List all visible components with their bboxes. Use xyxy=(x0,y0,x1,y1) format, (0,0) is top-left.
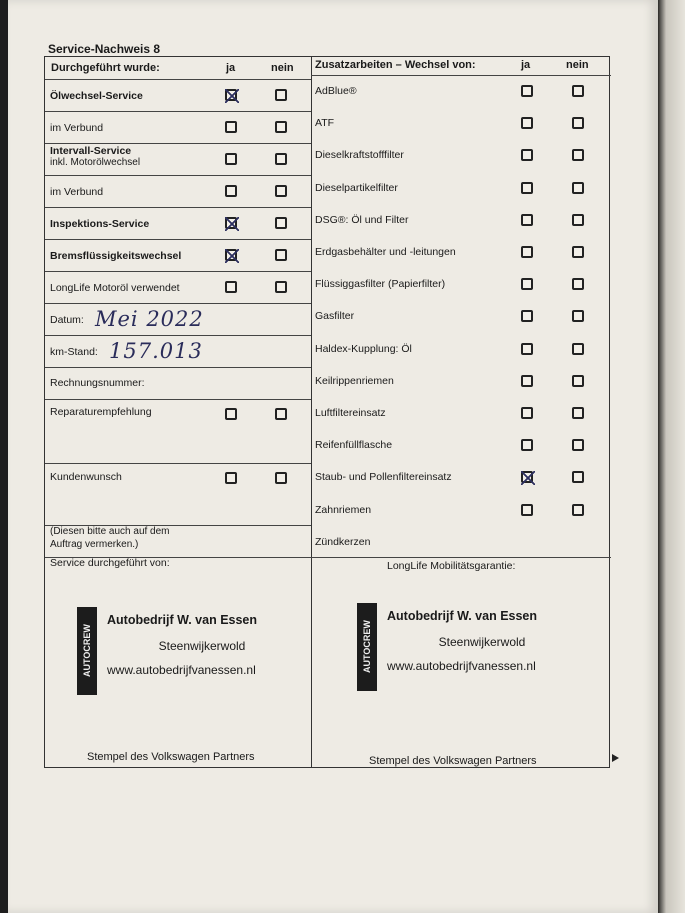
right-row-label: Keilrippenriemen xyxy=(315,374,394,387)
stamp-city: Steenwijkerwold xyxy=(438,635,526,649)
right-row-ja-checkbox[interactable] xyxy=(521,214,533,226)
right-row-label: Dieselpartikelfilter xyxy=(315,181,398,194)
right-row-label: Reifenfüllflasche xyxy=(315,439,393,452)
right-header-nein: nein xyxy=(566,59,589,71)
datum-label: Datum: xyxy=(50,314,84,326)
right-row-label: DSG®: Öl und Filter xyxy=(315,213,409,226)
arrow-right-icon xyxy=(612,754,619,762)
row-divider xyxy=(45,175,311,176)
right-row-ja-checkbox[interactable] xyxy=(521,149,533,161)
stamp-web: www.autobedrijfvanessen.nl xyxy=(387,659,536,673)
left-row-ja-checkbox[interactable] xyxy=(225,121,237,133)
right-row-nein-checkbox[interactable] xyxy=(572,439,584,451)
left-row-nein-checkbox[interactable] xyxy=(275,89,287,101)
km-stand-value: 157.013 xyxy=(109,339,203,363)
left-row-label: im Verbund xyxy=(50,186,104,198)
row-divider xyxy=(45,463,311,464)
background-edge xyxy=(658,0,685,913)
datum-value: Mei 2022 xyxy=(95,307,204,331)
right-row-nein-checkbox[interactable] xyxy=(572,310,584,322)
row-divider xyxy=(45,111,311,112)
row-divider xyxy=(311,557,611,558)
row-divider xyxy=(45,239,311,240)
right-header-ja: ja xyxy=(521,59,531,71)
left-row-label: LongLife Motoröl verwendet xyxy=(50,282,180,294)
row-divider xyxy=(45,271,311,272)
right-row-nein-checkbox[interactable] xyxy=(572,343,584,355)
right-row-nein-checkbox[interactable] xyxy=(572,117,584,129)
right-row-nein-checkbox[interactable] xyxy=(572,85,584,97)
autocrew-logo: AUTOCREW xyxy=(357,603,377,691)
right-row-label: Flüssiggasfilter (Papierfilter) xyxy=(315,278,446,291)
garantie-label: LongLife Mobilitätsgarantie: xyxy=(387,560,516,572)
left-row-label: Bremsflüssigkeitswechsel xyxy=(50,250,182,262)
right-row-nein-checkbox[interactable] xyxy=(572,149,584,161)
service-table xyxy=(44,56,610,768)
left-row-ja-checkbox[interactable] xyxy=(225,217,237,229)
row-divider xyxy=(45,303,311,304)
right-row-label: Dieselkraftstofffilter xyxy=(315,149,404,162)
left-row-ja-checkbox[interactable] xyxy=(225,185,237,197)
row-divider xyxy=(45,399,311,400)
stamp-name: Autobedrijf W. van Essen xyxy=(387,609,538,623)
left-row-label: Inspektions-Service xyxy=(50,218,150,230)
note-line1: (Diesen bitte auch auf dem xyxy=(50,526,170,537)
right-row-ja-checkbox[interactable] xyxy=(521,375,533,387)
left-row-nein-checkbox[interactable] xyxy=(275,281,287,293)
stamp-city: Steenwijkerwold xyxy=(158,639,246,653)
right-row-ja-checkbox[interactable] xyxy=(521,182,533,194)
autocrew-logo: AUTOCREW xyxy=(77,607,97,695)
header-divider xyxy=(311,75,611,76)
right-row-nein-checkbox[interactable] xyxy=(572,407,584,419)
right-row-label: ATF xyxy=(315,117,335,130)
right-header-label: Zusatzarbeiten – Wechsel von: xyxy=(315,59,476,71)
left-row-nein-checkbox[interactable] xyxy=(275,217,287,229)
right-row-label: Staub- und Pollenfiltereinsatz xyxy=(315,471,452,484)
left-row-nein-checkbox[interactable] xyxy=(275,153,287,165)
right-row-ja-checkbox[interactable] xyxy=(521,85,533,97)
left-row-ja-checkbox[interactable] xyxy=(225,249,237,261)
right-row-ja-checkbox[interactable] xyxy=(521,471,533,483)
right-row-ja-checkbox[interactable] xyxy=(521,310,533,322)
right-row-nein-checkbox[interactable] xyxy=(572,504,584,516)
left-row-label: Ölwechsel-Service xyxy=(50,90,143,102)
footer-left: Stempel des Volkswagen Partners xyxy=(87,751,255,763)
right-row-nein-checkbox[interactable] xyxy=(572,246,584,258)
row-divider xyxy=(45,367,311,368)
left-header-label: Durchgeführt wurde: xyxy=(51,62,160,74)
row-divider xyxy=(45,335,311,336)
right-row-label: Haldex-Kupplung: Öl xyxy=(315,342,412,355)
dealer-stamp-left xyxy=(77,607,307,697)
left-row-ja-checkbox[interactable] xyxy=(225,153,237,165)
right-row-ja-checkbox[interactable] xyxy=(521,504,533,516)
reparaturempfehlung-label: Reparaturempfehlung xyxy=(50,406,152,418)
km-stand-label: km-Stand: xyxy=(50,346,98,358)
right-row-ja-checkbox[interactable] xyxy=(521,343,533,355)
row-divider xyxy=(45,143,311,144)
right-row-ja-checkbox[interactable] xyxy=(521,117,533,129)
rechnungsnummer-label: Rechnungsnummer: xyxy=(50,377,145,389)
left-row-ja-checkbox[interactable] xyxy=(225,281,237,293)
reparaturempfehlung-ja-checkbox[interactable] xyxy=(225,408,237,420)
right-row-label: Gasfilter xyxy=(315,310,355,323)
left-row-nein-checkbox[interactable] xyxy=(275,185,287,197)
right-row-nein-checkbox[interactable] xyxy=(572,278,584,290)
right-row-nein-checkbox[interactable] xyxy=(572,214,584,226)
left-row-nein-checkbox[interactable] xyxy=(275,249,287,261)
stamp-name: Autobedrijf W. van Essen xyxy=(107,613,258,627)
note-line2: Auftrag vermerken.) xyxy=(50,539,139,550)
header-divider xyxy=(45,79,311,80)
left-row-label: im Verbund xyxy=(50,122,104,134)
left-header-nein: nein xyxy=(271,62,294,74)
service-label: Service durchgeführt von: xyxy=(50,557,170,569)
kundenwunsch-ja-checkbox[interactable] xyxy=(225,472,237,484)
footer-right: Stempel des Volkswagen Partners xyxy=(369,755,537,767)
column-divider xyxy=(311,57,312,767)
right-row-label: Zahnriemen xyxy=(315,503,372,516)
right-row-label: AdBlue® xyxy=(315,85,357,97)
right-row-ja-checkbox[interactable] xyxy=(521,246,533,258)
reparaturempfehlung-nein-checkbox[interactable] xyxy=(275,408,287,420)
right-row-ja-checkbox[interactable] xyxy=(521,407,533,419)
left-row-nein-checkbox[interactable] xyxy=(275,121,287,133)
stamp-web: www.autobedrijfvanessen.nl xyxy=(107,663,256,677)
left-header-ja: ja xyxy=(226,62,236,74)
right-row-nein-checkbox[interactable] xyxy=(572,375,584,387)
dealer-stamp-right xyxy=(357,603,587,693)
kundenwunsch-label: Kundenwunsch xyxy=(50,471,122,483)
left-row-label: Intervall-Service inkl. Motorölwechsel xyxy=(50,145,141,168)
row-divider xyxy=(45,207,311,208)
right-row-ja-checkbox[interactable] xyxy=(521,439,533,451)
page-title: Service-Nachweis 8 xyxy=(48,42,161,56)
left-row-ja-checkbox[interactable] xyxy=(225,89,237,101)
kundenwunsch-nein-checkbox[interactable] xyxy=(275,472,287,484)
right-row-label: Erdgasbehälter und -leitungen xyxy=(315,246,456,258)
right-row-nein-checkbox[interactable] xyxy=(572,182,584,194)
right-row-label: Zündkerzen xyxy=(315,535,371,548)
right-row-nein-checkbox[interactable] xyxy=(572,471,584,483)
right-row-label: Luftfiltereinsatz xyxy=(315,407,386,419)
right-row-ja-checkbox[interactable] xyxy=(521,278,533,290)
